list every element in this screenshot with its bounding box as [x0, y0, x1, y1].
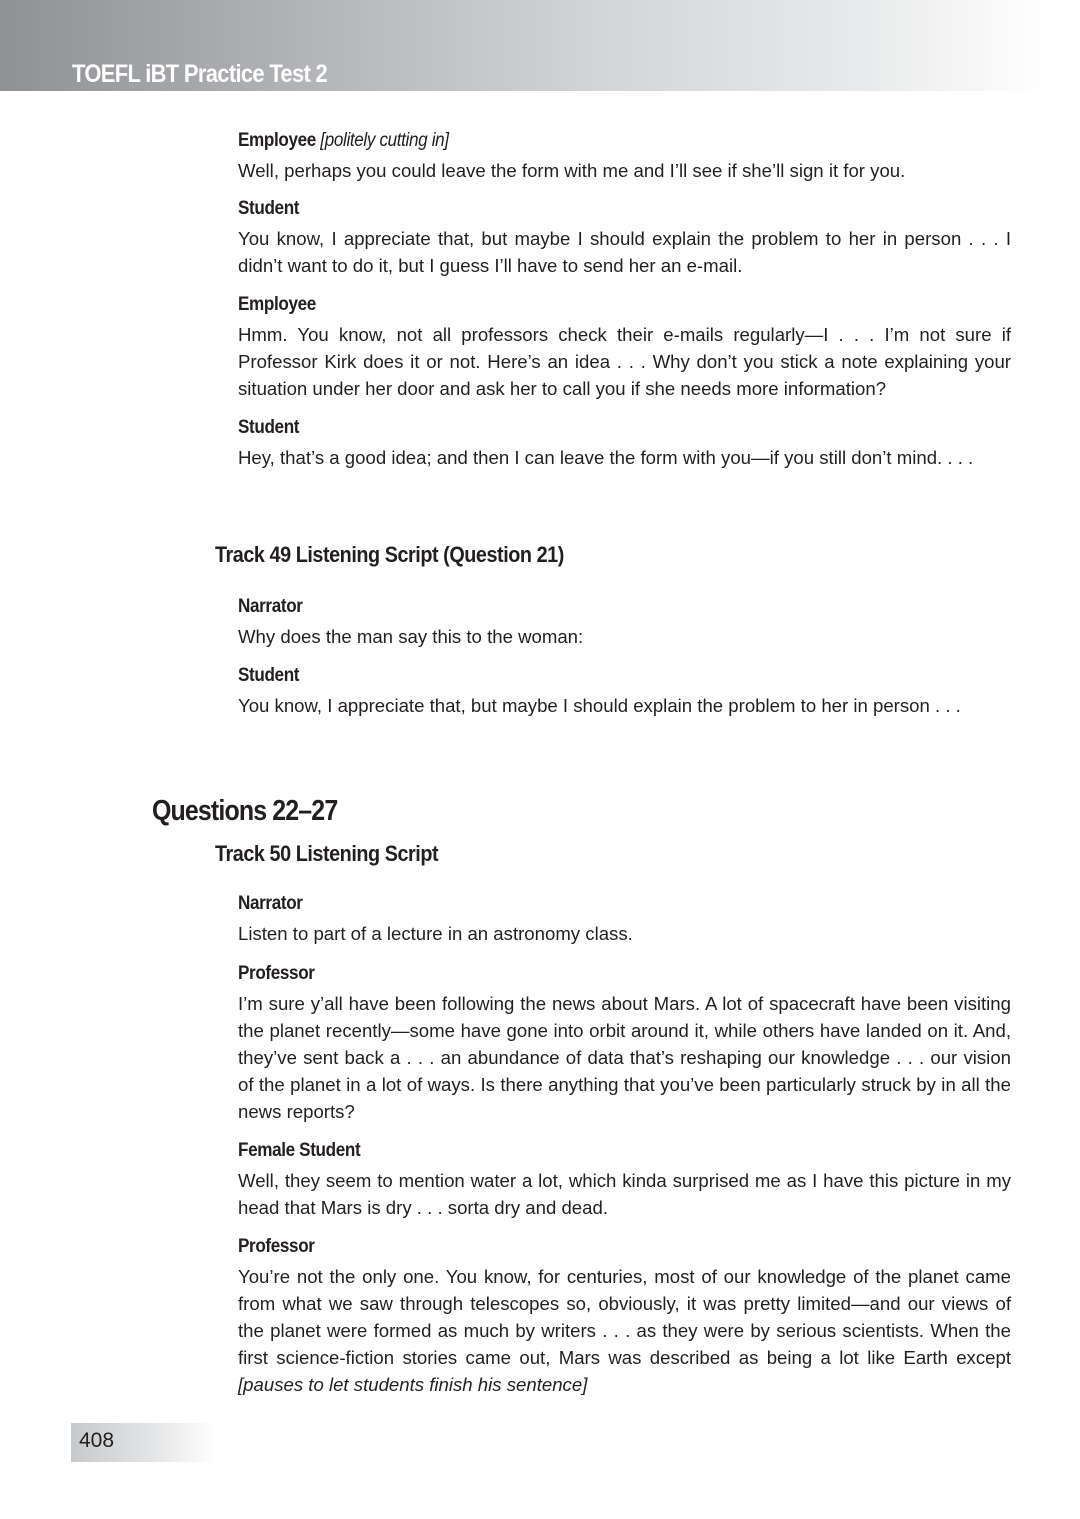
dialogue-turn: [238, 292, 1011, 402]
speaker-label: Narrator: [238, 596, 303, 617]
dialogue-turn: [238, 891, 1011, 947]
speech-text: Listen to part of a lecture in an astronomy class.: [238, 923, 633, 944]
dialogue-turn: [238, 961, 1011, 1125]
speaker-label: Female Student: [238, 1140, 361, 1161]
track-49-heading: Track 49 Listening Script (Question 21): [215, 542, 564, 567]
speaker-label: Professor: [238, 1236, 315, 1257]
speaker-label: Student: [238, 198, 300, 219]
dialogue-turn: [238, 663, 1011, 719]
speaker-label: Student: [238, 417, 300, 438]
track-50-heading: Track 50 Listening Script: [215, 841, 439, 866]
dialogue-turn: [238, 196, 1011, 279]
dialogue-turn: [238, 128, 1011, 184]
speech-text: You know, I appreciate that, but maybe I should explain the problem to her in person . . .: [238, 695, 961, 716]
page-number: 408: [79, 1429, 115, 1452]
stage-direction: [politely cutting in]: [320, 130, 449, 151]
speaker-label: Narrator: [238, 893, 303, 914]
speech-text: Well, they seem to mention water a lot, which kinda surprised me as I have this picture in my head that Mars is dry . . . sorta dry and dead.: [238, 1170, 1011, 1218]
speech-text: Well, perhaps you could leave the form with me and I’ll see if she’ll sign it for you.: [238, 160, 906, 181]
dialogue-turn: [238, 415, 1011, 471]
speaker-label: [238, 128, 449, 154]
speech-text: I’m sure y’all have been following the news about Mars. A lot of spacecraft have been visiting the planet recently—some have gone into orbit around it, while others have landed on it. And, they’ve sent back a . . . an abundance of data that’s reshaping our knowledge . . . our vision of the planet in a lot of ways. Is there anything that you’ve been particularly struck by in all the news reports?: [238, 993, 1011, 1122]
speech-text: Hey, that’s a good idea; and then I can leave the form with you—if you still don’t mind. . . .: [238, 447, 974, 468]
speaker-label: Professor: [238, 963, 315, 984]
page-number-tab: [71, 1423, 216, 1462]
speech-text: Why does the man say this to the woman:: [238, 626, 584, 647]
speech-body: You’re not the only one. You know, for centuries, most of our knowledge of the planet came from what we saw through telescopes so, obviously, it was pretty limited—and our views of the planet were formed as much by writers . . . as they were by serious scientists. When the first science-fiction stories came out, Mars was described as being a lot like Earth except: [238, 1266, 1011, 1368]
speech-text: You know, I appreciate that, but maybe I should explain the problem to her in person . . . I didn’t want to do it, but I guess I’ll have to send her an e-mail.: [238, 228, 1011, 276]
speaker-label: Employee: [238, 294, 316, 315]
stage-direction: [pauses to let students finish his sentence]: [238, 1374, 588, 1395]
running-header: [0, 0, 1080, 91]
questions-heading: Questions 22–27: [152, 795, 338, 827]
header-title: TOEFL iBT Practice Test 2: [72, 60, 328, 88]
speech-text: [238, 1263, 1011, 1398]
dialogue-turn: [238, 1234, 1011, 1398]
dialogue-turn: [238, 594, 1011, 650]
dialogue-turn: [238, 1138, 1011, 1221]
speaker-name: Employee: [238, 130, 316, 151]
speech-text: Hmm. You know, not all professors check their e-mails regularly—I . . . I’m not sure if Professor Kirk does it or not. Here’s an idea . . . Why don’t you stick a note explaining your situation under her door and ask her to call you if she needs more information?: [238, 324, 1011, 399]
speaker-label: Student: [238, 665, 300, 686]
